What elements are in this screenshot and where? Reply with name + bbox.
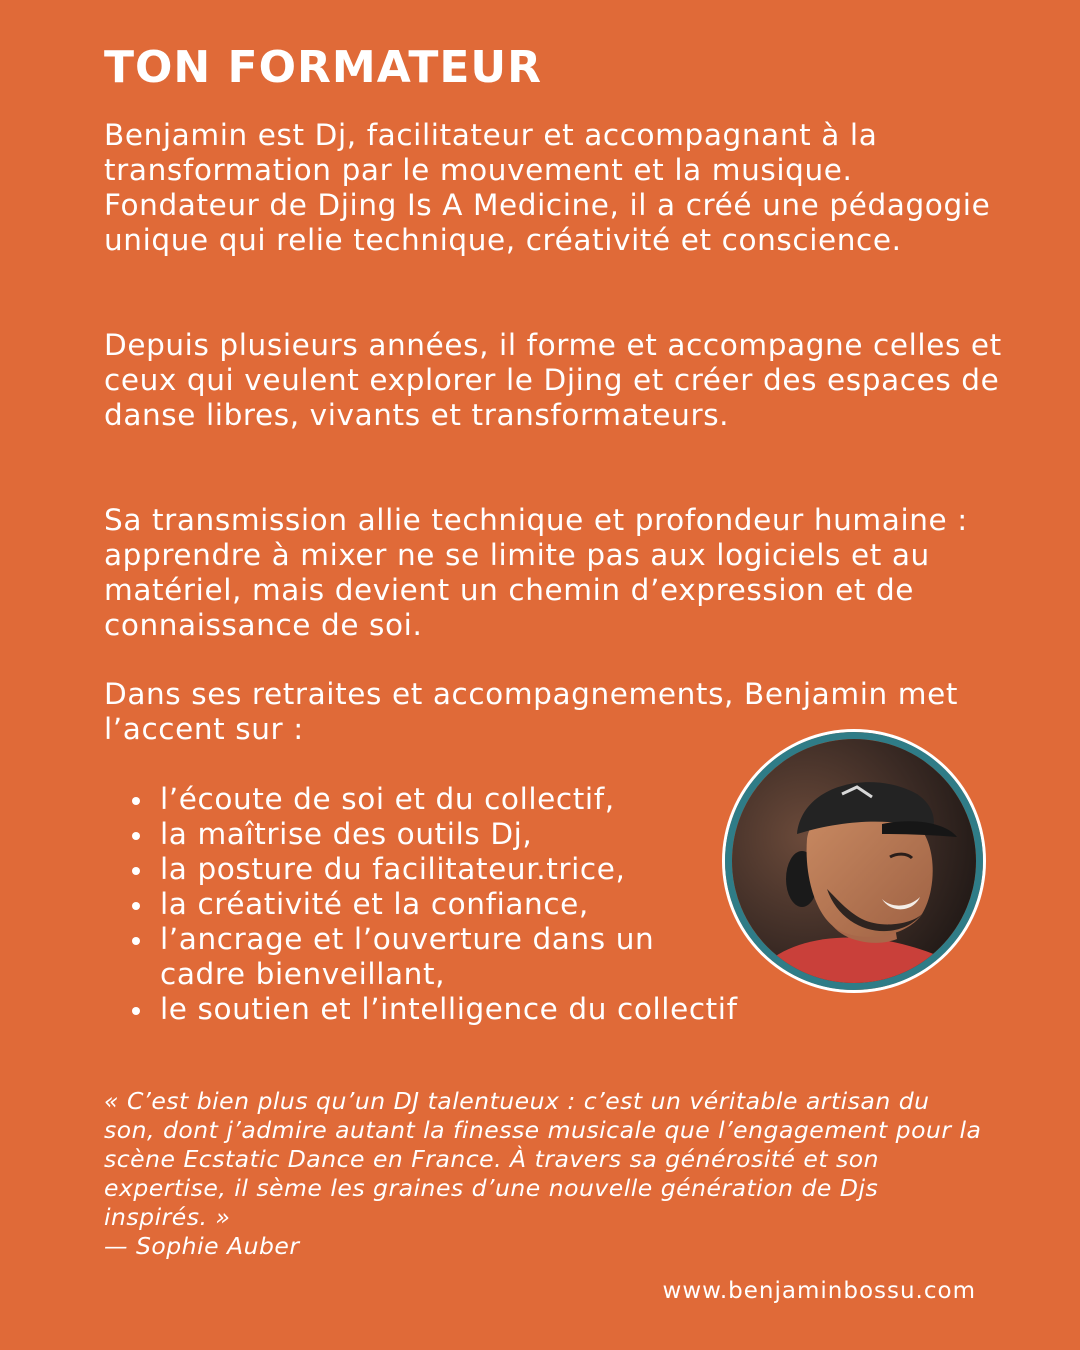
avatar [725,732,983,990]
website-link[interactable]: www.benjaminbossu.com [662,1278,976,1304]
testimonial-quote [104,1087,984,1261]
list-item: la maîtrise des outils Dj, [104,817,738,852]
list-item: l’écoute de soi et du collectif, [104,782,738,817]
transmission-paragraph: Sa transmission allie technique et profondeur humaine : apprendre à mixer ne se limite pas aux logiciels et au matériel, mais devient un chemin d’expression et de connaissance de soi. [104,503,968,642]
list-item [104,922,738,992]
quote-author: — Sophie Auber [104,1232,300,1260]
list-item: la créativité et la confiance, [104,887,738,922]
focus-list [104,782,738,1027]
list-item: le soutien et l’intelligence du collectif [104,992,738,1027]
experience-paragraph: Depuis plusieurs années, il forme et accompagne celles et ceux qui veulent explorer le Djing et créer des espaces de danse libres, vivants et transformateurs. [104,328,1002,432]
list-item: la posture du facilitateur.trice, [104,852,738,887]
intro-paragraph: Benjamin est Dj, facilitateur et accompagnant à la transformation par le mouvement et la musique. Fondateur de Djing Is A Medicine, il a créé une pédagogie unique qui relie technique, créativité et conscience. [104,118,991,257]
focus-intro-paragraph: Dans ses retraites et accompagnements, Benjamin met l’accent sur : [104,677,959,746]
list-item-text: l’ancrage et l’ouverture dans un cadre bienveillant, [160,922,655,991]
portrait-photo [732,739,976,983]
quote-text: « C’est bien plus qu’un DJ talentueux : c’est un véritable artisan du son, dont j’admire autant la finesse musicale que l’engagement pour la scène Ecstatic Dance en France. À travers sa générosité et son expertise, il sème les graines d’une nouvelle génération de Djs inspirés. » [104,1087,982,1231]
page-title: TON FORMATEUR [104,42,543,93]
